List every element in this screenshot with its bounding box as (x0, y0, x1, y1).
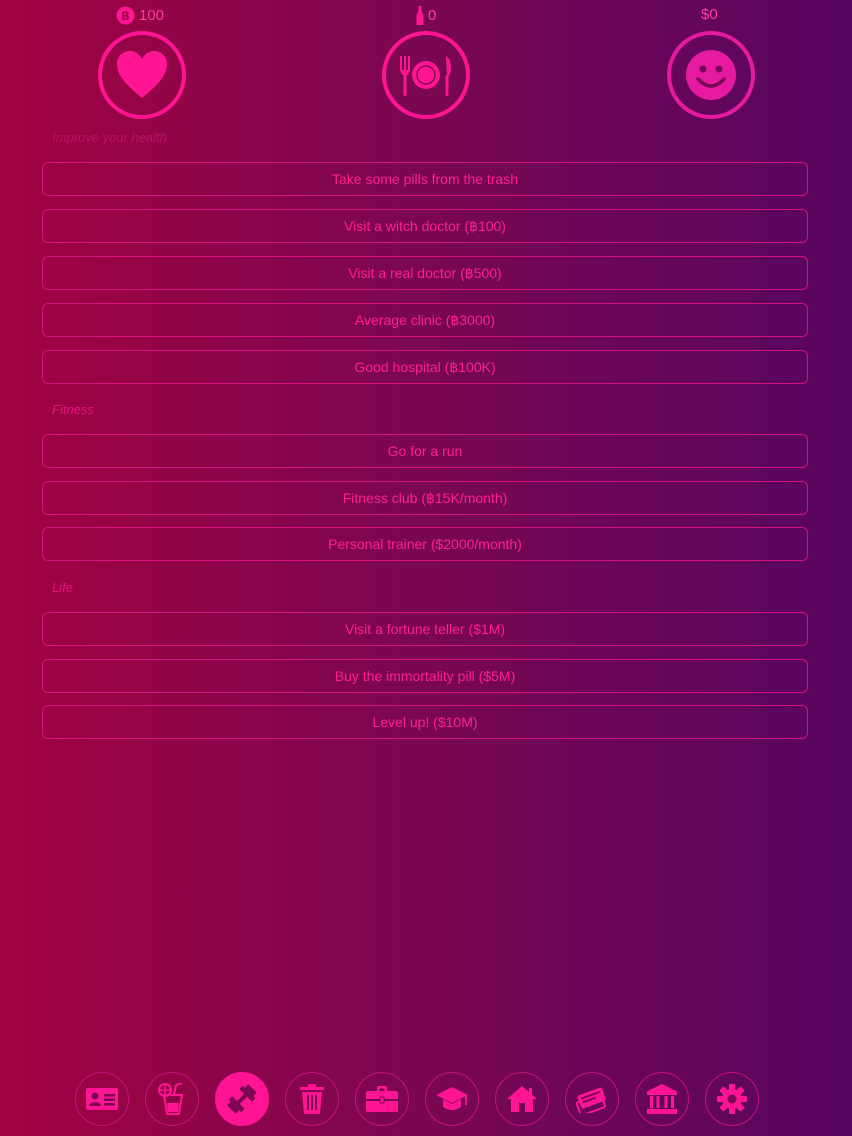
health-value-text: 100 (139, 7, 165, 24)
happiness-value-text: $0 (701, 6, 718, 23)
real-doctor-button[interactable]: Visit a real doctor (฿500) (42, 256, 808, 290)
trash-icon (299, 1084, 325, 1114)
witch-doctor-button[interactable]: Visit a witch doctor (฿100) (42, 209, 808, 243)
happiness-stat[interactable] (667, 31, 755, 119)
go-for-run-button[interactable]: Go for a run (42, 434, 808, 468)
good-hospital-button[interactable]: Good hospital (฿100K) (42, 350, 808, 384)
health-stat[interactable] (98, 31, 186, 119)
health-section-label: Improve your health (52, 130, 167, 145)
health-value (116, 6, 164, 25)
nav-bank-button[interactable] (635, 1072, 689, 1126)
nav-work-button[interactable] (355, 1072, 409, 1126)
tickets-icon (576, 1085, 608, 1113)
pills-from-trash-button[interactable]: Take some pills from the trash (42, 162, 808, 196)
immortality-pill-button[interactable]: Buy the immortality pill ($5M) (42, 659, 808, 693)
heart-icon (115, 50, 169, 100)
food-value (416, 6, 436, 25)
nav-trash-button[interactable] (285, 1072, 339, 1126)
plate-icon (394, 48, 458, 102)
house-icon (506, 1085, 538, 1113)
nav-health-button[interactable] (215, 1072, 269, 1126)
bottom-nav (75, 1072, 759, 1126)
personal-trainer-button[interactable]: Personal trainer ($2000/month) (42, 527, 808, 561)
dumbbell-icon (225, 1082, 259, 1116)
food-value-text: 0 (428, 7, 437, 24)
nav-housing-button[interactable] (495, 1072, 549, 1126)
level-up-button[interactable]: Level up! ($10M) (42, 705, 808, 739)
nav-tickets-button[interactable] (565, 1072, 619, 1126)
nav-education-button[interactable] (425, 1072, 479, 1126)
id-card-icon (86, 1088, 118, 1110)
briefcase-icon (366, 1086, 398, 1112)
nav-drinks-button[interactable] (145, 1072, 199, 1126)
gear-icon (717, 1084, 747, 1114)
smiley-icon (685, 49, 737, 101)
drink-icon (158, 1083, 186, 1115)
svg-text:B: B (121, 8, 130, 23)
food-stat[interactable] (382, 31, 470, 119)
average-clinic-button[interactable]: Average clinic (฿3000) (42, 303, 808, 337)
happiness-value (701, 6, 718, 23)
bitcoin-icon (116, 6, 135, 25)
bottle-icon (416, 6, 424, 25)
life-section-label: Life (52, 580, 73, 595)
graduation-cap-icon (435, 1085, 469, 1113)
bank-icon (646, 1084, 678, 1114)
nav-profile-button[interactable] (75, 1072, 129, 1126)
fortune-teller-button[interactable]: Visit a fortune teller ($1M) (42, 612, 808, 646)
nav-settings-button[interactable] (705, 1072, 759, 1126)
fitness-section-label: Fitness (52, 402, 94, 417)
fitness-club-button[interactable]: Fitness club (฿15K/month) (42, 481, 808, 515)
